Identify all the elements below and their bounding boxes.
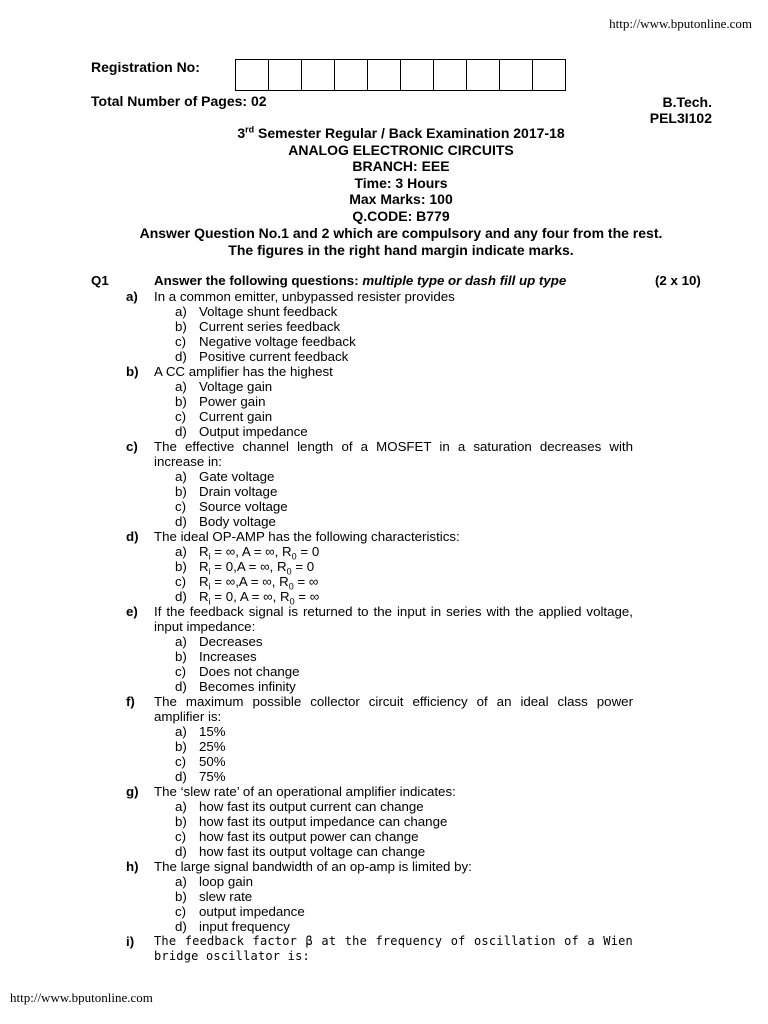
question-number: Q1 (91, 273, 109, 288)
option-text: $R_i = 0,A$ = ∞, $R_0 = 0$ (199, 559, 315, 577)
header-url-link[interactable]: http://www.bputonline.com (609, 16, 752, 31)
option-text: Does not change (199, 664, 300, 679)
question-letter: h) (126, 859, 139, 874)
option-text: Decreases (199, 634, 263, 649)
answer-option (175, 319, 768, 334)
question-item (0, 694, 768, 784)
answer-option (175, 919, 768, 934)
registration-label: Registration No: (91, 59, 200, 75)
option-letter: a) (175, 544, 187, 559)
question-letter: g) (126, 784, 139, 799)
option-text: Output impedance (199, 424, 308, 439)
registration-digit-box[interactable] (236, 60, 269, 90)
question-item (0, 289, 768, 364)
option-text: Positive current feedback (199, 349, 349, 364)
answer-option (175, 559, 768, 577)
option-text: Drain voltage (199, 484, 278, 499)
question-title (154, 273, 566, 288)
option-list (175, 874, 768, 934)
option-text: loop gain (199, 874, 253, 889)
question-item (0, 859, 768, 934)
question-title-italic: multiple type or dash fill up type (362, 273, 567, 288)
answer-option (175, 739, 768, 754)
option-letter: c) (175, 334, 187, 349)
question-text: If the feedback signal is returned to the input in series with the applied voltage, input impedance: (154, 604, 633, 634)
option-list (175, 724, 768, 784)
registration-digit-box[interactable] (368, 60, 401, 90)
option-text: 50% (199, 754, 226, 769)
answer-option (175, 844, 768, 859)
option-letter: b) (175, 484, 187, 499)
answer-option (175, 649, 768, 664)
option-text: Gate voltage (199, 469, 275, 484)
question-item (0, 529, 768, 607)
semester-text: Semester Regular / Back Examination 2017-18 (254, 125, 565, 141)
option-list (175, 379, 768, 439)
answer-option (175, 754, 768, 769)
answer-option (175, 574, 768, 592)
registration-digit-box[interactable] (401, 60, 434, 90)
option-letter: b) (175, 739, 187, 754)
question-text: The effective channel length of a MOSFET in a saturation decreases with increase in: (154, 439, 633, 469)
option-letter: d) (175, 424, 187, 439)
answer-option (175, 814, 768, 829)
question-text: The feedback factor β at the frequency of oscillation of a Wien bridge oscillator is: (154, 934, 633, 963)
option-text: how fast its output current can change (199, 799, 424, 814)
option-letter: b) (175, 394, 187, 409)
option-letter: b) (175, 814, 187, 829)
question-letter: e) (126, 604, 138, 619)
option-text: Source voltage (199, 499, 288, 514)
program-block (650, 94, 712, 126)
option-text: Negative voltage feedback (199, 334, 356, 349)
answer-option (175, 589, 768, 607)
answer-option (175, 379, 768, 394)
question-item (0, 364, 768, 439)
option-letter: c) (175, 574, 187, 589)
subject-code: PEL3I102 (649, 110, 712, 126)
answer-option (175, 634, 768, 649)
option-letter: c) (175, 409, 187, 424)
question-text: The large signal bandwidth of an op-amp is limited by: (154, 859, 472, 874)
option-letter: d) (175, 919, 187, 934)
option-list (175, 469, 768, 529)
answer-option (175, 499, 768, 514)
total-pages: Total Number of Pages: 02 (91, 93, 267, 109)
footer-url-link[interactable]: http://www.bputonline.com (10, 990, 153, 1005)
course-title: ANALOG ELECTRONIC CIRCUITS (288, 141, 514, 158)
option-list (175, 799, 768, 859)
semester-number: 3 (237, 125, 246, 141)
option-letter: b) (175, 649, 187, 664)
option-text: $R_i = \infty,A$ = ∞, $R_0$ = ∞ (199, 574, 319, 592)
registration-number-boxes[interactable] (235, 59, 566, 91)
option-letter: b) (175, 889, 187, 904)
answer-option (175, 409, 768, 424)
option-text: $R_i$ = ∞, A = ∞, $R_0 = 0$ (199, 544, 320, 562)
option-letter: c) (175, 904, 187, 919)
option-letter: c) (175, 499, 187, 514)
option-letter: b) (175, 319, 187, 334)
registration-digit-box[interactable] (467, 60, 500, 90)
answer-option (175, 484, 768, 499)
option-text: $R_i = 0$, A = ∞, $R_0$ = ∞ (199, 589, 320, 607)
option-text: Current series feedback (199, 319, 341, 334)
option-text: 25% (199, 739, 226, 754)
answer-option (175, 349, 768, 364)
question-item (0, 604, 768, 694)
answer-option (175, 424, 768, 439)
option-letter: a) (175, 379, 187, 394)
question-item (0, 439, 768, 529)
option-text: 75% (199, 769, 226, 784)
option-text: Current gain (199, 409, 273, 424)
answer-option (175, 304, 768, 319)
branch: BRANCH: EEE (352, 158, 450, 174)
semester-line (0, 125, 768, 142)
option-letter: a) (175, 724, 187, 739)
question-code: Q.CODE: B779 (352, 207, 450, 224)
option-list (175, 634, 768, 694)
question-text: In a common emitter, unbypassed resister provides (154, 289, 455, 304)
instruction-line: The figures in the right hand margin indicate marks. (228, 242, 574, 258)
program-name: B.Tech. (662, 94, 712, 110)
registration-digit-box[interactable] (269, 60, 302, 90)
question-letter: d) (126, 529, 139, 544)
question-text: The ‘slew rate’ of an operational amplifier indicates: (154, 784, 456, 799)
question-item (0, 934, 768, 964)
option-letter: a) (175, 799, 187, 814)
option-letter: d) (175, 769, 187, 784)
max-marks: Max Marks: 100 (349, 191, 453, 207)
option-text: how fast its output impedance can change (199, 814, 448, 829)
option-letter: d) (175, 589, 187, 604)
option-text: Voltage gain (199, 379, 273, 394)
instruction-line: Answer Question No.1 and 2 which are compulsory and any four from the rest. (139, 225, 663, 241)
option-letter: b) (175, 559, 187, 574)
option-text: Becomes infinity (199, 679, 296, 694)
option-letter: d) (175, 514, 187, 529)
option-letter: d) (175, 679, 187, 694)
option-text: Body voltage (199, 514, 276, 529)
answer-option (175, 544, 768, 562)
option-text: output impedance (199, 904, 305, 919)
option-text: input frequency (199, 919, 290, 934)
instructions (0, 225, 768, 259)
answer-option (175, 394, 768, 409)
option-text: 15% (199, 724, 226, 739)
question-letter: c) (126, 439, 138, 454)
answer-option (175, 799, 768, 814)
question-text: The maximum possible collector circuit efficiency of an ideal class power amplifier is: (154, 694, 633, 724)
answer-option (175, 664, 768, 679)
option-letter: d) (175, 844, 187, 859)
answer-option (175, 469, 768, 484)
registration-digit-box[interactable] (533, 60, 565, 90)
registration-digit-box[interactable] (335, 60, 368, 90)
option-letter: c) (175, 754, 187, 769)
registration-digit-box[interactable] (500, 60, 533, 90)
option-text: Power gain (199, 394, 266, 409)
answer-option (175, 829, 768, 844)
answer-option (175, 874, 768, 889)
option-letter: c) (175, 664, 187, 679)
option-list (175, 544, 768, 607)
answer-option (175, 724, 768, 739)
answer-option (175, 889, 768, 904)
option-text: slew rate (199, 889, 253, 904)
option-text: Voltage shunt feedback (199, 304, 338, 319)
registration-digit-box[interactable] (302, 60, 335, 90)
option-letter: a) (175, 304, 187, 319)
answer-option (175, 679, 768, 694)
question-item (0, 784, 768, 859)
answer-option (175, 334, 768, 349)
option-text: Increases (199, 649, 257, 664)
answer-option (175, 769, 768, 784)
option-letter: a) (175, 634, 187, 649)
option-letter: c) (175, 829, 187, 844)
option-text: how fast its output power can change (199, 829, 419, 844)
exam-time: Time: 3 Hours (354, 174, 448, 191)
answer-option (175, 514, 768, 529)
option-letter: a) (175, 469, 187, 484)
question-text: A CC amplifier has the highest (154, 364, 333, 379)
question-marks: (2 x 10) (655, 273, 701, 288)
question-letter: i) (126, 934, 135, 949)
question-letter: b) (126, 364, 139, 379)
question-title-text: Answer the following questions: (154, 273, 363, 288)
option-letter: a) (175, 874, 187, 889)
option-list (175, 304, 768, 364)
option-text: how fast its output voltage can change (199, 844, 426, 859)
answer-option (175, 904, 768, 919)
semester-suffix: rd (245, 124, 255, 135)
registration-digit-box[interactable] (434, 60, 467, 90)
question-list (0, 289, 768, 964)
question-letter: a) (126, 289, 138, 304)
exam-header (0, 125, 768, 224)
option-letter: d) (175, 349, 187, 364)
question-letter: f) (126, 694, 135, 709)
question-text: The ideal OP-AMP has the following characteristics: (154, 529, 460, 544)
